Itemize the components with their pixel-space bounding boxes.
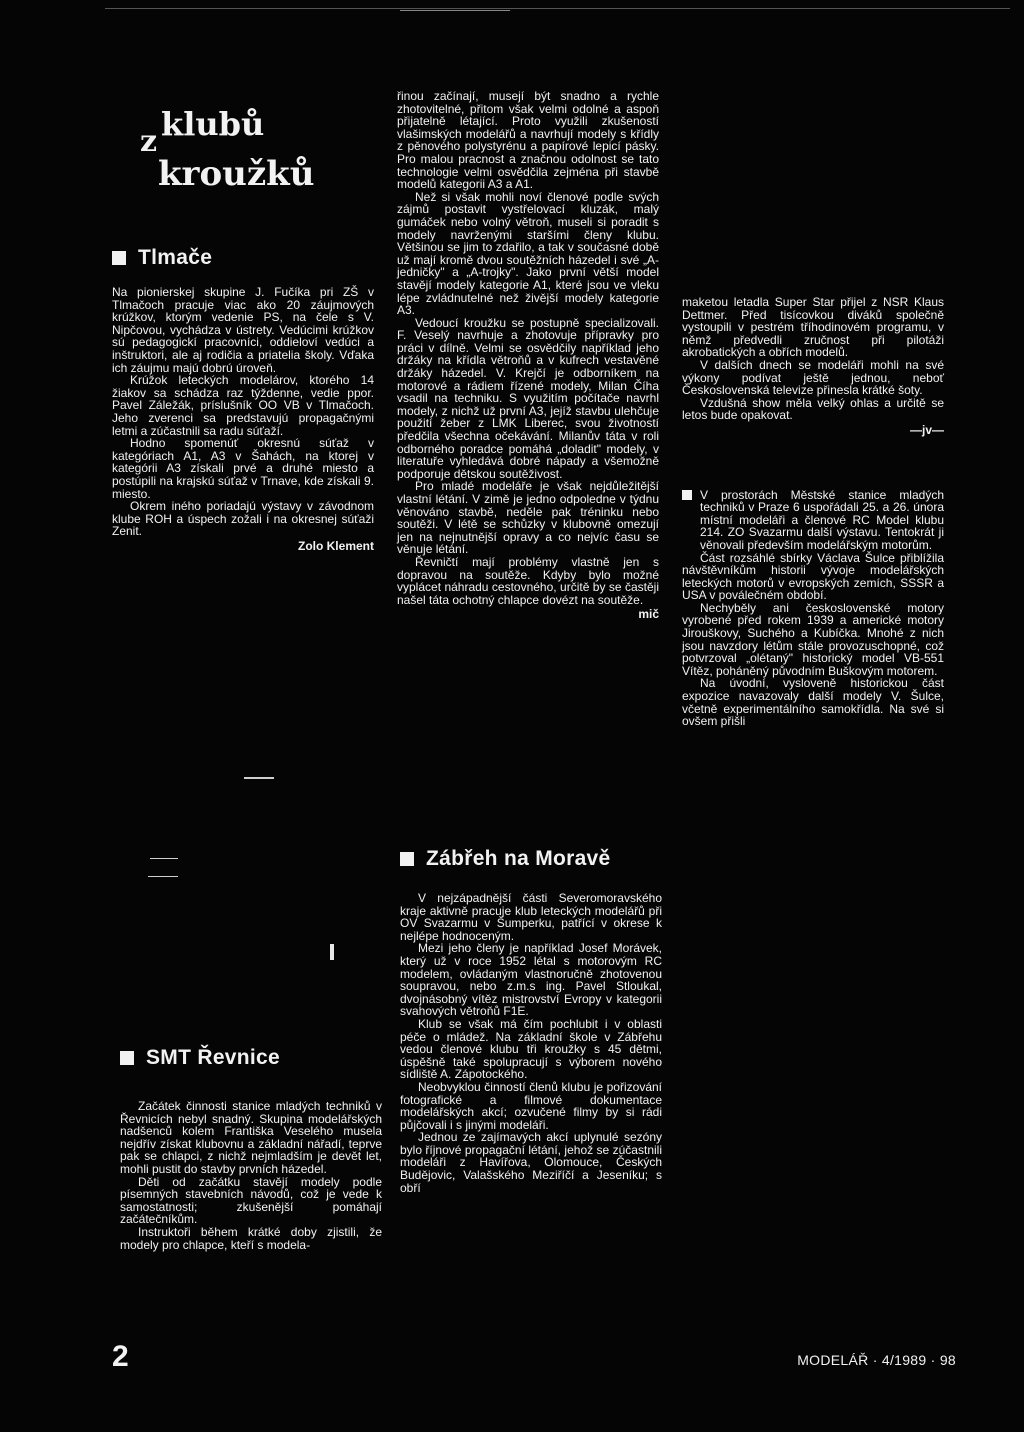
paragraph: Instruktoři během krátké doby zjistili, že modely pro chlapce, kteří s modela- xyxy=(120,1224,382,1252)
article-heading-zabreh xyxy=(400,847,611,871)
journal-footer: MODELÁŘ · 4/1989 · 98 xyxy=(797,1352,956,1368)
paragraph: Hodno spomenúť okresnú súťaž v kategóriach A1, A3 v Šahách, na ktorej v kategórii A3 získali prvé a druhé miesto a postúpili na krajskú súťaž v Trnave, kde získali 9. miesto. xyxy=(112,436,374,501)
paragraph: maketou letadla Super Star přijel z NSR Klaus Dettmer. Před tisícovkou diváků společně vystoupili v pestrém tříhodinovém programu, v němž předvedli zručnost při pilotáži akrobatických a obřích modelů. xyxy=(682,295,944,360)
paragraph: Na úvodní, vysloveně historickou část expozice navazovaly další modely V. Šulce, včetně experimentálního samokřídla. Na své si ovšem přišli xyxy=(682,676,944,729)
scan-mark xyxy=(330,944,334,960)
bullet-square-icon xyxy=(400,852,414,866)
news-item-praha xyxy=(682,489,944,552)
masthead-klubu: klubů xyxy=(161,105,265,143)
paragraph: Krúžok leteckých modelárov, ktorého 14 žiakov sa schádza raz týždenne, vedie ppor. Pavel Záležák, príslušník OO VB v Tlmačoch. Jeho zverenci sa predstavujú propagačnými letmi a zúčastnili sa radu súťaží. xyxy=(112,373,374,438)
article-revnice xyxy=(120,1100,382,1251)
divider-dash xyxy=(148,876,178,877)
bullet-square-icon xyxy=(112,251,126,265)
paragraph: Mezi jeho členy je například Josef Morávek, který už v roce 1952 létal s motorovým RC modelem, ovládaným vlastnoručně zhotovenou soupravou, nebo z.m.s ing. Pavel Stloukal, dvojnásobný vítěz mistrovství Evropy v kategorii svahových větroňů F1E. xyxy=(400,941,662,1019)
paragraph: řinou začínají, musejí být snadno a rychle zhotovitelné, přitom však velmi odolné a aspoň přijatelně létající. Proto využili zkušeností vlašimských modelářů a navrhují modely s křídly z pěnového polystyrénu a papírové lepicí pásky. Pro malou pracnost a značnou odolnost se tato technologie velmi osvědčila zejména při stavbě modelů kategorii A3 a A1. xyxy=(397,89,659,192)
paragraph: Než si však mohli noví členové podle svých zájmů postavit vystřelovací kluzák, malý gumáček nebo volný větroň, museli si poradit s modely navrženými staršími členy klubu. Většinou se jim to zdařilo, a tak v současné době už mají kromě dvou soutěžních házedel i své „A-jedničky" a „A-trojky". Jako první větší model stavějí modely kategorie A1, které jsou ve vleku lépe zvládnutelné než živější modely kategorie A3. xyxy=(397,189,659,318)
author-signature: mič xyxy=(638,607,659,622)
paragraph: Na pionierskej skupine J. Fučíka pri ZŠ v Tlmačoch pracuje viac ako 20 záujmových krúžkov, ktorým vedenie PS, na čele s V. Nipčovou, vychádza v ústrety. Vedúcimi krúžkov sú pedagogickí pracovníci, oddieloví vedúci a inštruktori, ale aj rodičia a priatelia školy. Vďaka ich záujmu majú dobrú úroveň. xyxy=(112,285,374,375)
author-signature: Zolo Klement xyxy=(297,538,374,553)
paragraph: Okrem iného poriadajú výstavy v závodnom klube ROH a úspech zožali i na okresnej súťaži Zenit. xyxy=(112,499,374,539)
paragraph: Děti od začátku stavějí modely podle písemných stavebních návodů, což je vede k samostatnosti; zkušenější pomáhají začátečníkům. xyxy=(120,1174,382,1227)
top-rule xyxy=(105,8,1010,9)
paragraph: V dalších dnech se modeláři mohli na své výkony podívat ještě jednou, neboť Československá televize přinesla krátké šoty. xyxy=(682,357,944,398)
heading-text: Zábřeh na Moravě xyxy=(426,847,611,870)
divider-dash xyxy=(244,777,274,779)
top-rule-accent xyxy=(400,10,510,11)
bullet-square-icon xyxy=(120,1051,134,1065)
paragraph: V nejzápadnější části Severomoravského kraje aktivně pracuje klub leteckých modelářů při OV Svazarmu v Šumperku, patřící v okrese k nejlépe hodnoceným. xyxy=(400,891,662,943)
page-number: 2 xyxy=(112,1340,129,1373)
masthead-line1 xyxy=(140,105,314,159)
paragraph: V prostorách Městské stanice mladých techniků v Praze 6 uspořádali 25. a 26. února místní modeláři a členové RC Model klubu 214. ZO Svazarmu další výstavu. Tentokrát ji věnovali především modelářským motorům. xyxy=(700,487,944,552)
paragraph: Klub se však má čím pochlubit i v oblasti péče o mládež. Na základní škole v Zábřehu vedou členové klubu tři kroužky s 45 dětmi, úspěšně také spolupracují s výborem nového sídliště A. Zápotockého. xyxy=(400,1016,662,1082)
paragraph: Vzdušná show měla velký ohlas a určitě se letos bude opakovat. xyxy=(682,395,944,423)
paragraph: Vedoucí kroužku se postupně specializovali. F. Veselý navrhuje a zhotovuje přípravky pro práci v dílně. Velmi se osvědčily například jeho držáky na křídla větroňů a v kufrech vestavěné držáky házedel. V. Krejčí je odborníkem na motorové a rádiem řízené modely, Milan Číha vsadil na techniku. S využitím počítače navrhl modely, z nichž už první A3, jejíž stavbu ulehčuje použití žeber z LMK Liberec, svou životností předčila všechna očekávání. Milanův táta v roli odborného poradce pomáhá „doladit" modely, v literatuře vyhledává dobré nápady a všemožně podporuje dětskou soutěživost. xyxy=(397,315,659,481)
divider-dash xyxy=(150,858,178,859)
article-heading-revnice xyxy=(120,1046,280,1070)
bullet-square-icon xyxy=(682,490,692,500)
masthead-z: z xyxy=(140,124,158,159)
paragraph: Pro mladé modeláře je však nejdůležitější vlastní létání. V zimě je jedno odpoledne v týdnu věnováno stavbě, neděle pak tréninku nebo soutěži. V létě se schůzky v klubovně omezují jen na nejnutnější opravy a co nejvíc času se věnuje létání. xyxy=(397,479,659,557)
heading-text: SMT Řevnice xyxy=(146,1046,281,1069)
masthead-line2: kroužků xyxy=(158,154,315,194)
article-tlmace xyxy=(112,286,374,552)
paragraph: Část rozsáhlé sbírky Václava Šulce přiblížila návštěvníkům historii vývoje modelářských leteckých motorů v evropských zemích, SSSR a USA v poválečném období. xyxy=(682,550,944,603)
article-revnice-continued xyxy=(397,90,659,621)
author-signature: —jv— xyxy=(909,422,944,437)
paragraph: Řevničtí mají problémy vlastně jen s dopravou na soutěže. Kdyby bylo možné vyplácet náhradu cestovného, určitě by se častěji našel táta ochotný chlapce dovézt na soutěže. xyxy=(397,554,659,607)
paragraph: Začátek činnosti stanice mladých techniků v Řevnicích nebyl snadný. Skupina modelářských nadšenců kolem Františka Veselého musela nejdřív získat klubovnu a základní nářadí, teprve pak se chlapci, z nichž nejmladším je devět let, mohli pustit do stavby prvních házedel. xyxy=(120,1099,382,1176)
article-right-column xyxy=(682,296,944,728)
paragraph: Jednou ze zajímavých akcí uplynulé sezóny bylo říjnové propagační létání, jehož se zúčastnili modeláři z Havířova, Olomouce, Českých Budějovic, Valašského Meziříčí a Jeseníku; s obří xyxy=(400,1130,662,1195)
paragraph: Nechyběly ani československé motory vyrobené před rokem 1939 a americké motory Jirouškovy, Suchého a Kubíčka. Mnohé z nich jsou navzdory létům stále provozuschopné, což potvrzoval „olétaný" historický model VB-551 Vítěz, poháněný původním Buškovým motorem. xyxy=(682,600,944,678)
article-heading-tlmace xyxy=(112,246,212,270)
article-zabreh xyxy=(400,892,662,1194)
paragraph: Neobvyklou činností členů klubu je pořizování fotografické a filmové dokumentace modelářských akcí; ozvučené filmy by si rádi půjčovali i s jinými modeláři. xyxy=(400,1079,662,1132)
section-masthead xyxy=(140,105,315,194)
heading-text: Tlmače xyxy=(138,246,213,269)
